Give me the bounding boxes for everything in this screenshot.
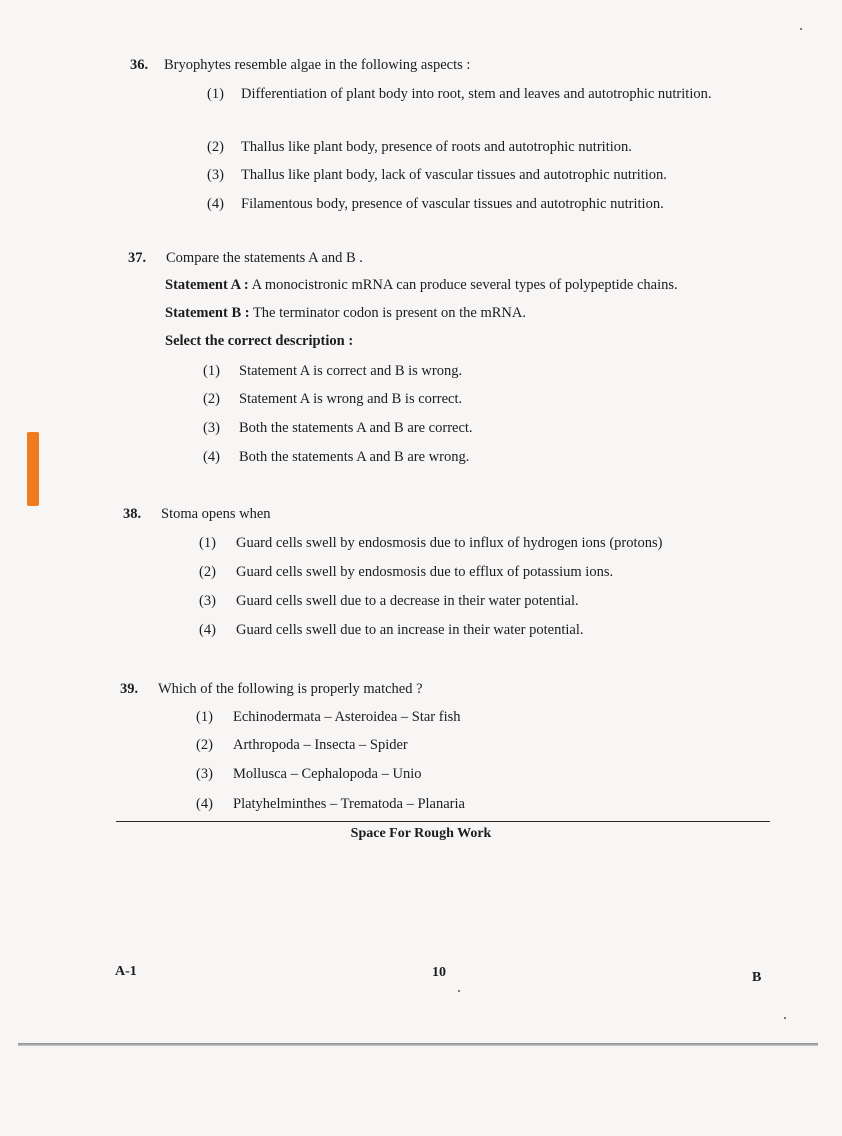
footer-code: A-1 [115, 964, 137, 979]
q36-option-4 [207, 195, 782, 213]
question-number: 39. [120, 681, 139, 697]
option-number: (4) [199, 622, 216, 638]
rough-work-divider [116, 821, 770, 822]
option-text: Platyhelminthes – Trematoda – Planaria [233, 796, 465, 812]
question-number: 37. [128, 250, 147, 266]
question-number: 38. [123, 506, 142, 522]
option-number: (2) [203, 391, 220, 407]
option-number: (3) [207, 167, 224, 183]
option-number: (2) [199, 564, 216, 580]
option-text: Guard cells swell due to an increase in their water potential. [236, 622, 584, 638]
q38-option-4 [199, 621, 759, 639]
select-label: Select the correct description : [165, 333, 354, 349]
statement-a [165, 277, 678, 294]
page-bottom-edge [18, 1043, 818, 1046]
option-number: (1) [203, 363, 220, 379]
option-number: (4) [196, 796, 213, 812]
question-number: 36. [130, 57, 149, 73]
rough-work-heading: Space For Rough Work [350, 826, 492, 841]
option-text: Arthropoda – Insecta – Spider [233, 737, 408, 753]
select-instruction [165, 333, 353, 350]
q38-option-1 [199, 534, 759, 552]
option-number: (3) [203, 420, 220, 436]
option-text: Both the statements A and B are wrong. [239, 449, 470, 465]
q39-option-2 [196, 736, 696, 754]
option-text: Filamentous body, presence of vascular tissues and autotrophic nutrition. [241, 196, 664, 212]
option-number: (4) [207, 196, 224, 212]
q36-option-3 [207, 166, 782, 184]
option-text: Both the statements A and B are correct. [239, 420, 473, 436]
statement-a-text: A monocistronic mRNA can produce several types of polypeptide chains. [251, 277, 678, 293]
question-text: Which of the following is properly matched ? [158, 681, 423, 697]
q39-option-4 [196, 795, 696, 813]
speck [458, 990, 460, 992]
statement-b [165, 305, 526, 322]
question-37 [128, 249, 363, 267]
question-38 [123, 505, 271, 523]
question-text: Compare the statements A and B . [166, 250, 363, 266]
speck [800, 28, 802, 30]
question-text: Stoma opens when [161, 506, 271, 522]
page-number: 10 [432, 965, 446, 980]
q37-option-4 [203, 448, 703, 466]
option-text: Statement A is correct and B is wrong. [239, 363, 463, 379]
q37-option-1 [203, 362, 703, 380]
question-36 [130, 56, 470, 74]
q38-option-3 [199, 592, 759, 610]
orange-edge-mark [27, 432, 39, 506]
speck [784, 1017, 786, 1019]
option-number: (3) [196, 766, 213, 782]
q37-option-3 [203, 419, 703, 437]
series-letter: B [752, 970, 762, 985]
q36-option-1 [207, 85, 782, 103]
option-number: (1) [207, 86, 224, 102]
q38-option-2 [199, 563, 759, 581]
question-39 [120, 680, 423, 698]
q39-option-3 [196, 765, 696, 783]
option-text: Guard cells swell due to a decrease in their water potential. [236, 593, 579, 609]
option-text: Mollusca – Cephalopoda – Unio [233, 766, 422, 782]
q39-option-1 [196, 708, 696, 726]
option-text: Echinodermata – Asteroidea – Star fish [233, 709, 461, 725]
q36-option-2 [207, 138, 782, 156]
option-number: (4) [203, 449, 220, 465]
statement-b-text: The terminator codon is present on the mRNA. [252, 305, 526, 321]
statement-b-label: Statement B : [165, 305, 250, 321]
option-number: (1) [199, 535, 216, 551]
option-number: (2) [196, 737, 213, 753]
question-text: Bryophytes resemble algae in the following aspects : [164, 57, 471, 73]
option-number: (1) [196, 709, 213, 725]
option-text: Guard cells swell by endosmosis due to efflux of potassium ions. [236, 564, 614, 580]
option-text: Thallus like plant body, lack of vascular tissues and autotrophic nutrition. [241, 167, 667, 183]
option-number: (2) [207, 139, 224, 155]
option-text: Statement A is wrong and B is correct. [239, 391, 463, 407]
q37-option-2 [203, 390, 703, 408]
option-text: Thallus like plant body, presence of roots and autotrophic nutrition. [241, 139, 632, 155]
option-text: Guard cells swell by endosmosis due to influx of hydrogen ions (protons) [236, 535, 663, 551]
option-text: Differentiation of plant body into root, stem and leaves and autotrophic nutrition. [241, 86, 712, 102]
option-number: (3) [199, 593, 216, 609]
statement-a-label: Statement A : [165, 277, 249, 293]
